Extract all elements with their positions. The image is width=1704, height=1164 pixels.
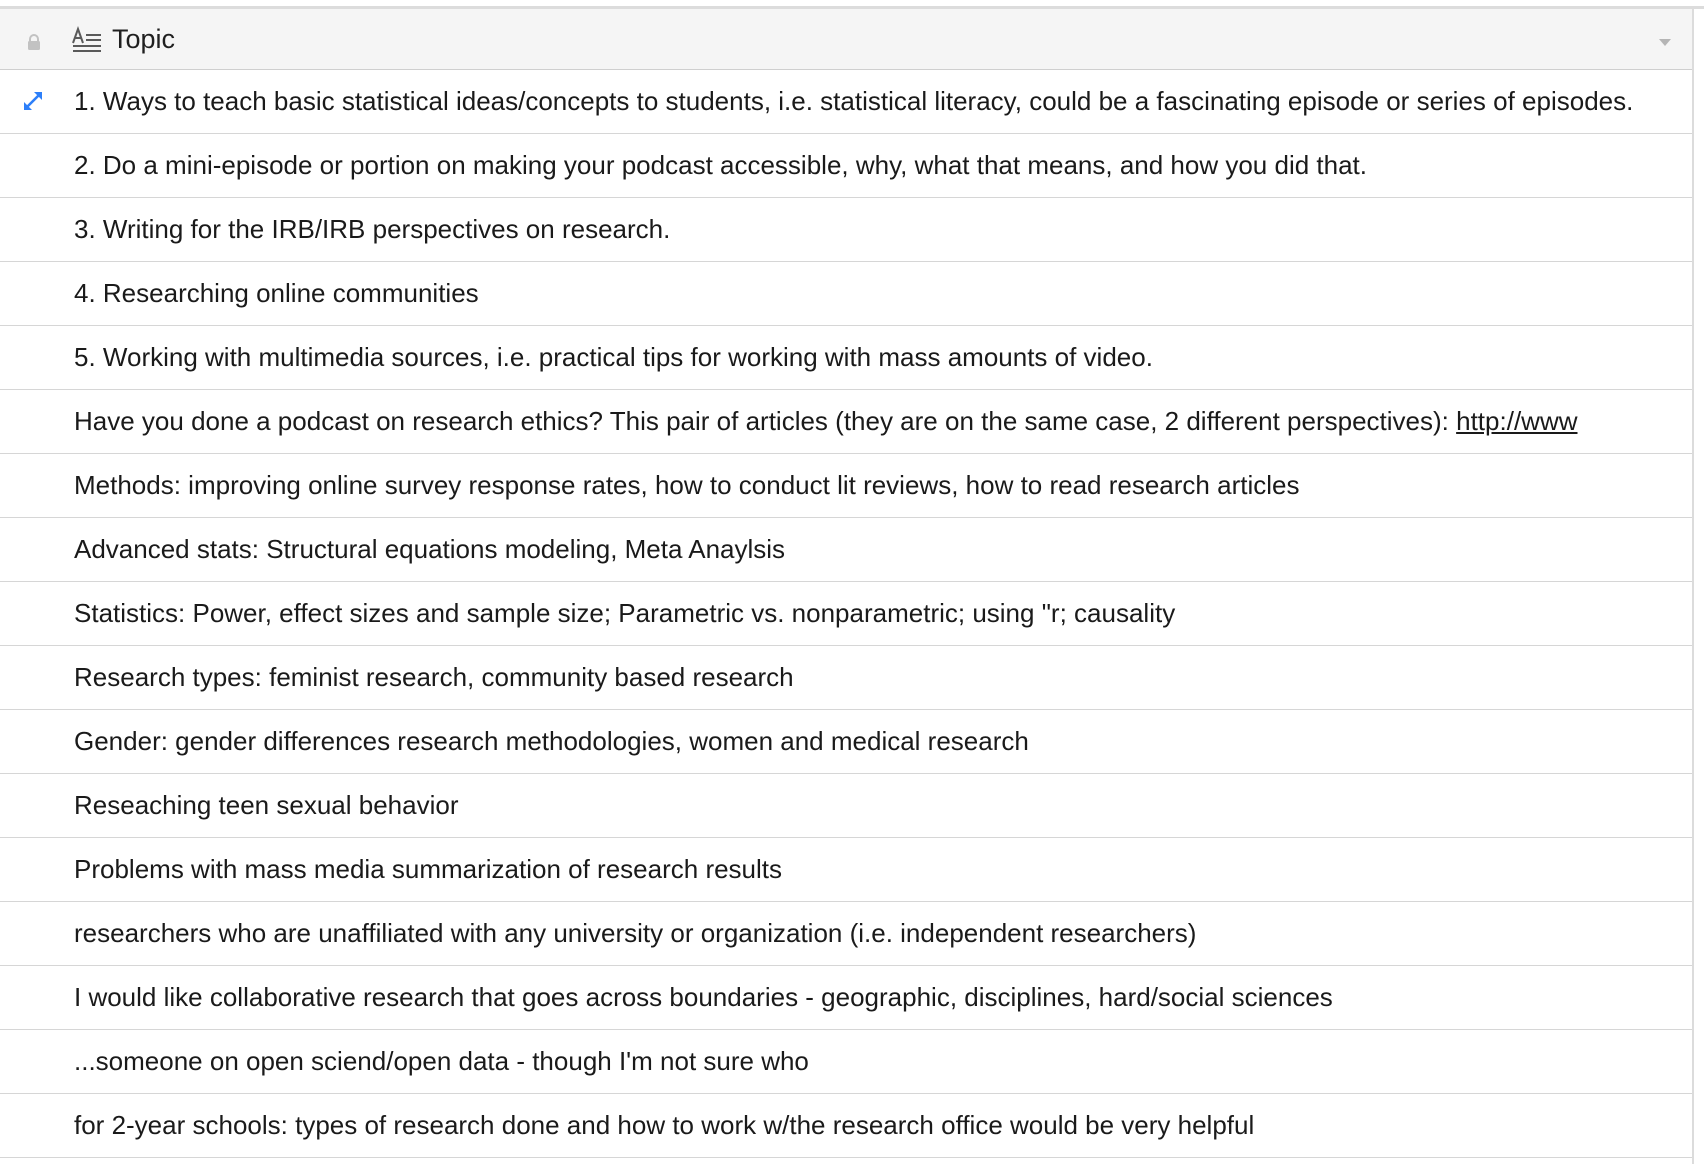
table-row[interactable] <box>0 262 1692 326</box>
topic-cell[interactable]: Methods: improving online survey response rates, how to conduct lit reviews, how to read research articles <box>74 470 1300 500</box>
topic-cell[interactable]: 4. Researching online communities <box>74 278 479 308</box>
topic-cell[interactable]: Reseaching teen sexual behavior <box>74 790 459 820</box>
table-row[interactable] <box>0 70 1692 134</box>
topic-cell[interactable] <box>74 405 1680 437</box>
chevron-down-icon[interactable] <box>1656 35 1674 49</box>
table-row[interactable] <box>0 1094 1692 1158</box>
table-row[interactable] <box>0 902 1692 966</box>
table-row[interactable] <box>0 326 1692 390</box>
table-row[interactable] <box>0 390 1692 454</box>
topic-cell[interactable]: researchers who are unaffiliated with any university or organization (i.e. independent researchers) <box>74 918 1197 948</box>
table-row[interactable] <box>0 134 1692 198</box>
table-row[interactable] <box>0 646 1692 710</box>
table-row[interactable] <box>0 518 1692 582</box>
article-link[interactable]: http://www <box>1456 406 1578 436</box>
table-row[interactable] <box>0 966 1692 1030</box>
table-row[interactable] <box>0 710 1692 774</box>
topic-cell[interactable]: I would like collaborative research that goes across boundaries - geographic, disciplines, hard/social sciences <box>74 982 1333 1012</box>
topic-cell[interactable]: Research types: feminist research, community based research <box>74 662 794 692</box>
topic-cell[interactable]: 2. Do a mini-episode or portion on making your podcast accessible, why, what that means, and how you did that. <box>74 150 1368 180</box>
topic-cell[interactable]: ...someone on open sciend/open data - though I'm not sure who <box>74 1046 809 1076</box>
expand-record-icon[interactable] <box>22 90 44 112</box>
topic-cell-text: Have you done a podcast on research ethics? This pair of articles (they are on the same case, 2 different perspectives): <box>74 406 1457 436</box>
lock-icon <box>25 33 43 51</box>
topic-cell[interactable]: for 2-year schools: types of research done and how to work w/the research office would be very helpful <box>74 1110 1255 1140</box>
topic-cell[interactable]: 3. Writing for the IRB/IRB perspectives on research. <box>74 214 671 244</box>
table-row[interactable] <box>0 774 1692 838</box>
column-header-topic[interactable] <box>0 9 1692 70</box>
topic-cell[interactable]: 1. Ways to teach basic statistical ideas/concepts to students, i.e. statistical literacy, could be a fascinating episode or series of episodes. <box>74 86 1634 116</box>
column-header-title: Topic <box>112 24 176 54</box>
topic-cell[interactable]: 5. Working with multimedia sources, i.e. practical tips for working with mass amounts of video. <box>74 342 1153 372</box>
topic-cell[interactable]: Statistics: Power, effect sizes and sample size; Parametric vs. nonparametric; using "r; causality <box>74 598 1176 628</box>
rows-container <box>0 70 1692 1158</box>
table-row[interactable] <box>0 454 1692 518</box>
grid-right-edge <box>1692 9 1694 1164</box>
table-row[interactable] <box>0 198 1692 262</box>
topic-cell[interactable]: Problems with mass media summarization of research results <box>74 854 783 884</box>
long-text-field-icon <box>71 24 105 58</box>
table-row[interactable] <box>0 1030 1692 1094</box>
topic-cell[interactable]: Gender: gender differences research methodologies, women and medical research <box>74 726 1029 756</box>
table-row[interactable] <box>0 582 1692 646</box>
table-row[interactable] <box>0 838 1692 902</box>
topic-cell[interactable]: Advanced stats: Structural equations modeling, Meta Anaylsis <box>74 534 786 564</box>
